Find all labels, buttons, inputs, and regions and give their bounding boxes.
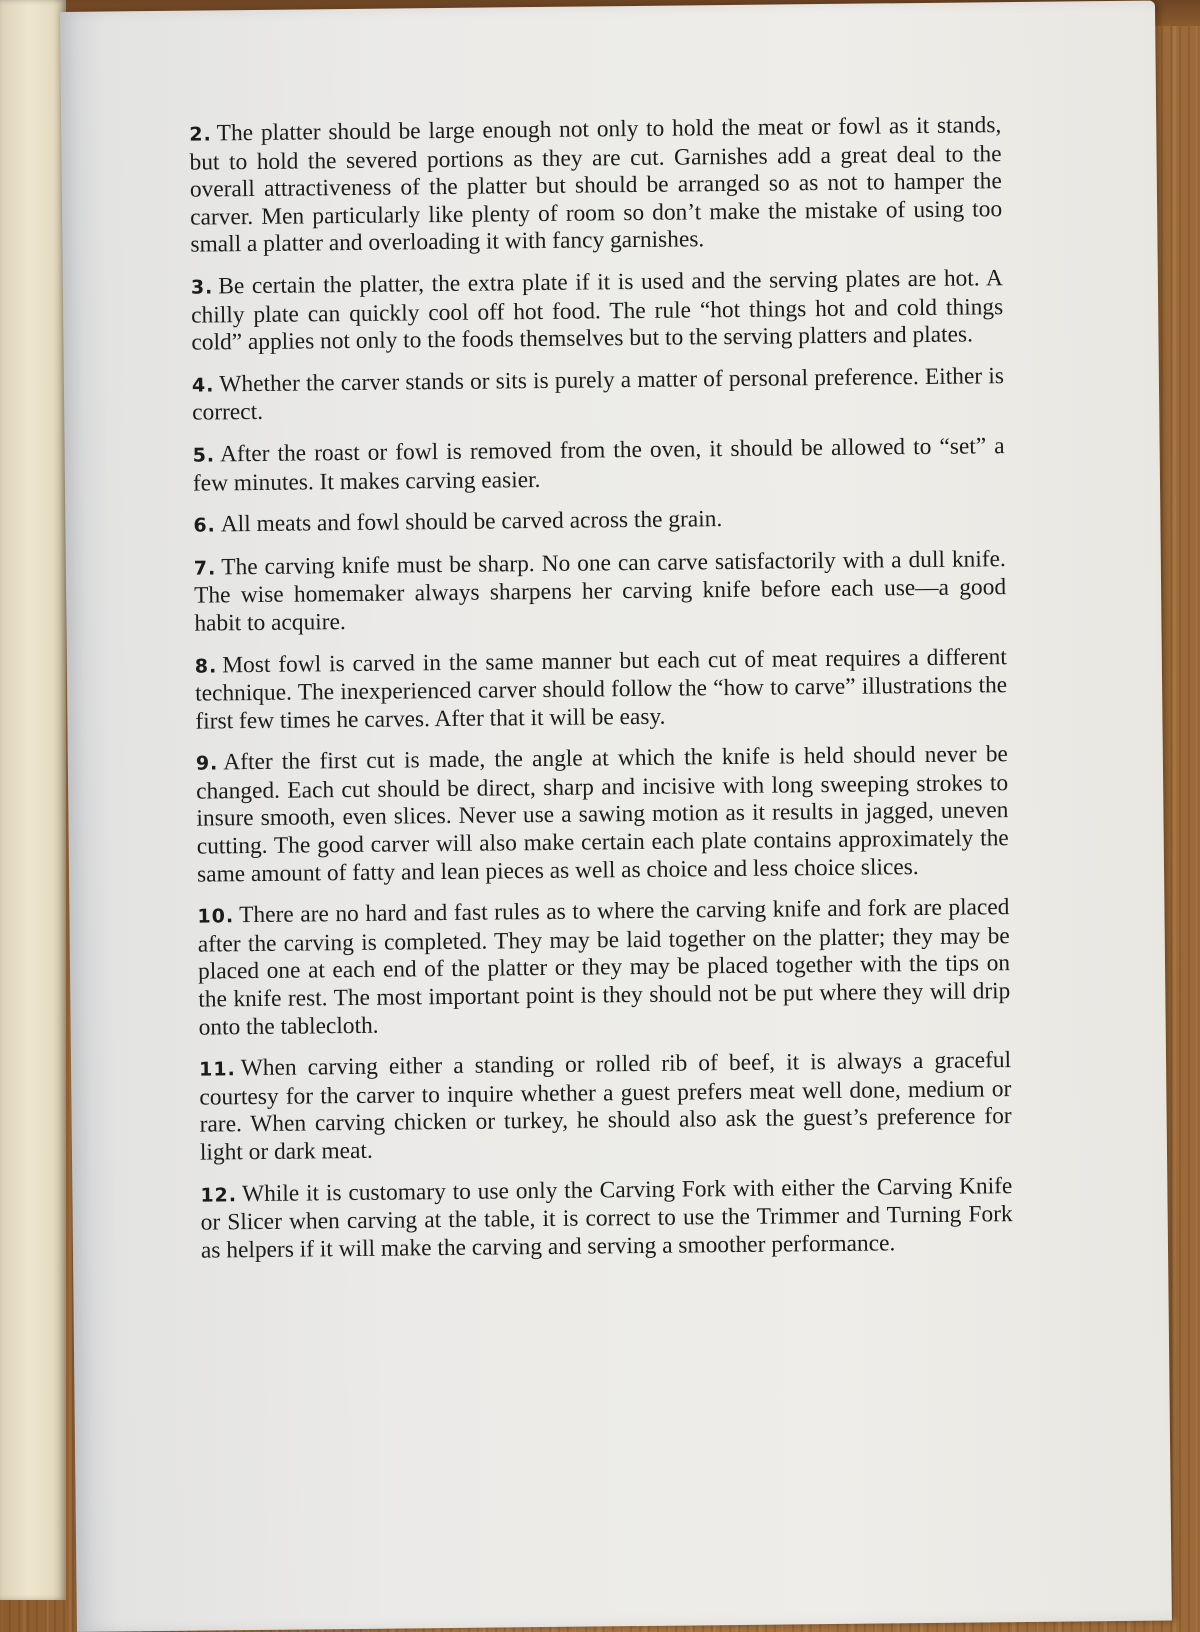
- list-item: [192, 363, 1005, 428]
- item-number: 10.: [197, 905, 235, 928]
- item-number: 2.: [189, 123, 212, 146]
- item-number: 3.: [190, 276, 214, 299]
- list-item: [197, 894, 1010, 1041]
- item-number: 6.: [193, 514, 216, 537]
- list-item: [191, 265, 1004, 357]
- book-page: [60, 1, 1172, 1632]
- carving-tips-list: [189, 112, 1013, 1279]
- item-number: 5.: [192, 444, 216, 467]
- item-text: When carving either a standing or rolled rib of beef, it is always a graceful courtesy for the carver to inquire whether a guest prefers meat well done, medium or rare. When carving chicken or turkey, he should also ask the guest’s preference for light or dark meat.: [199, 1047, 1012, 1166]
- item-number: 12.: [200, 1183, 238, 1207]
- item-text: Whether the carver stands or sits is purely a matter of personal preference. Either is correct.: [192, 362, 1004, 426]
- item-number: 11.: [198, 1058, 236, 1081]
- item-number: 4.: [191, 374, 215, 397]
- item-text: There are no hard and fast rules as to where the carving knife and fork are placed after the carving is completed. They may be laid together on the platter; they may be placed one at each end of the platter or they may be placed together with the tips on the knife rest. The most important point is they should not be put where they will drip onto the tablecloth.: [197, 894, 1011, 1041]
- item-text: While it is customary to use only the Carving Fork with either the Carving Knife or Slicer when carving at the table, it is correct to use the Trimmer and Turning Fork as helpers if it will make the carving and serving a smoother performance.: [200, 1172, 1013, 1264]
- list-item: [200, 1173, 1013, 1265]
- list-item: [196, 741, 1009, 888]
- item-number: 9.: [195, 752, 219, 775]
- item-text: After the roast or fowl is removed from the oven, it should be allowed to “set” a few minutes. It makes carving easier.: [192, 433, 1005, 497]
- list-item: [195, 644, 1008, 736]
- item-text: Be certain the platter, the extra plate if it is used and the serving plates are hot. A chilly plate can quickly cool off hot food. The rule “hot things hot and cold things cold” applies not only to the foods themselves but to the serving platters and plates.: [191, 265, 1004, 356]
- item-text: The platter should be large enough not only to hold the meat or fowl as it stands, but to hold the severed portions as they are cut. Garnishes add a great deal to the overall attractiveness of the platter but should be arranged so as not to hamper the carver. Men particularly like plenty of room so don’t make the mistake of using too small a platter and overloading it with fancy garnishes.: [189, 112, 1003, 259]
- item-number: 8.: [194, 654, 218, 678]
- list-item: [199, 1047, 1012, 1167]
- item-text: After the first cut is made, the angle at which the knife is held should never be changed. Each cut should be direct, sharp and incisive with long sweeping strokes to insure smooth, even slices. Never use a sawing motion as it results in jagged, uneven cutting. The good carver will also make certain each plate contains approximately the same amount of fatty and lean pieces as well as choice and less choice slices.: [196, 741, 1009, 888]
- list-item: [189, 112, 1002, 259]
- list-item: [193, 433, 1006, 498]
- item-text: The carving knife must be sharp. No one can carve satisfactorily with a dull knife. The wise homemaker always sharpens her carving knife before each use—a good habit to acquire.: [193, 545, 1007, 637]
- item-text: All meats and fowl should be carved across the grain.: [220, 506, 723, 538]
- item-number: 7.: [193, 557, 217, 580]
- list-item: [194, 546, 1007, 638]
- item-text: Most fowl is carved in the same manner but each cut of meat requires a different technique. The inexperienced carver should follow the “how to carve” illustrations the first few times he carves. After that it will be easy.: [195, 643, 1008, 735]
- list-item: [193, 503, 1005, 540]
- left-page-edge: [0, 0, 66, 1600]
